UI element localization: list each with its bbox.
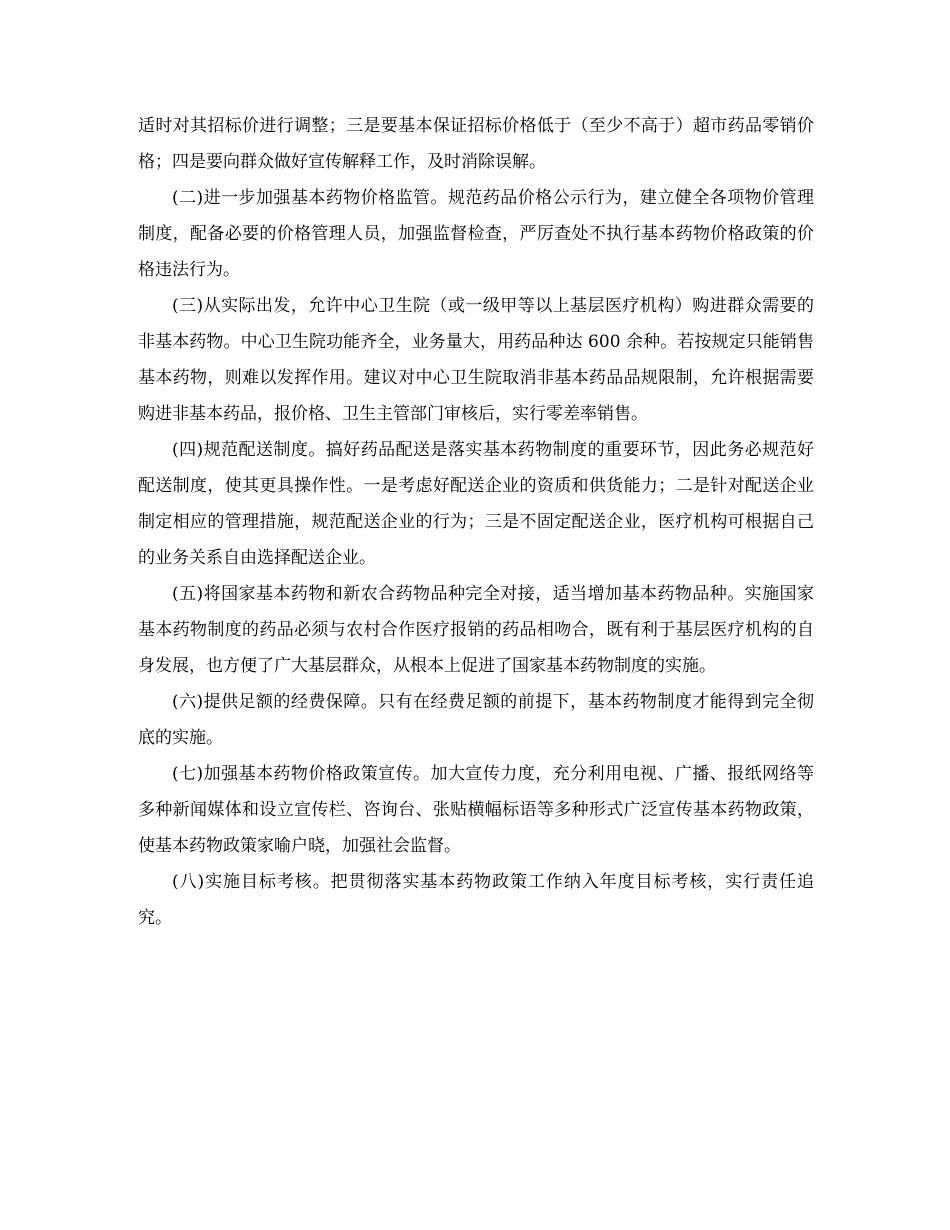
paragraph-item-5: (五)将国家基本药物和新农合药物品种完全对接，适当增加基本药物品种。实施国家基本药物制度的药品必须与农村合作医疗报销的药品相吻合，既有利于基层医疗机构的自身发展，也方便了广大基层群众，从根本上促进了国家基本药物制度的实施。 bbox=[138, 584, 814, 676]
paragraph-item-8: (八)实施目标考核。把贯彻落实基本药物政策工作纳入年度目标考核，实行责任追究。 bbox=[138, 872, 814, 928]
paragraph-item-2: (二)进一步加强基本药物价格监管。规范药品价格公示行为，建立健全各项物价管理制度，配备必要的价格管理人员，加强监督检查，严厉查处不执行基本药物价格政策的价格违法行为。 bbox=[138, 188, 814, 280]
paragraph-item-4: (四)规范配送制度。搞好药品配送是落实基本药物制度的重要环节，因此务必规范好配送制度，使其更具操作性。一是考虑好配送企业的资质和供货能力；二是针对配送企业制定相应的管理措施，规范配送企业的行为；三是不固定配送企业，医疗机构可根据自己的业务关系自由选择配送企业。 bbox=[138, 440, 814, 568]
paragraph-item-7: (七)加强基本药物价格政策宣传。加大宣传力度，充分利用电视、广播、报纸网络等多种新闻媒体和设立宣传栏、咨询台、张贴横幅标语等多种形式广泛宣传基本药物政策，使基本药物政策家喻户晓，加强社会监督。 bbox=[138, 764, 814, 856]
paragraph-item-6: (六)提供足额的经费保障。只有在经费足额的前提下，基本药物制度才能得到完全彻底的实施。 bbox=[138, 692, 814, 748]
document-page bbox=[138, 108, 814, 936]
paragraph-item-3: (三)从实际出发，允许中心卫生院（或一级甲等以上基层医疗机构）购进群众需要的非基本药物。中心卫生院功能齐全，业务量大，用药品种达 600 余种。若按规定只能销售基本药物，则难以发挥作用。建议对中心卫生院取消非基本药品品规限制，允许根据需要购进非基本药品，报价格、卫生主管部门审核后，实行零差率销售。 bbox=[138, 296, 814, 424]
paragraph-continuation: 适时对其招标价进行调整；三是要基本保证招标价格低于（至少不高于）超市药品零销价格；四是要向群众做好宣传解释工作，及时消除误解。 bbox=[138, 116, 814, 172]
